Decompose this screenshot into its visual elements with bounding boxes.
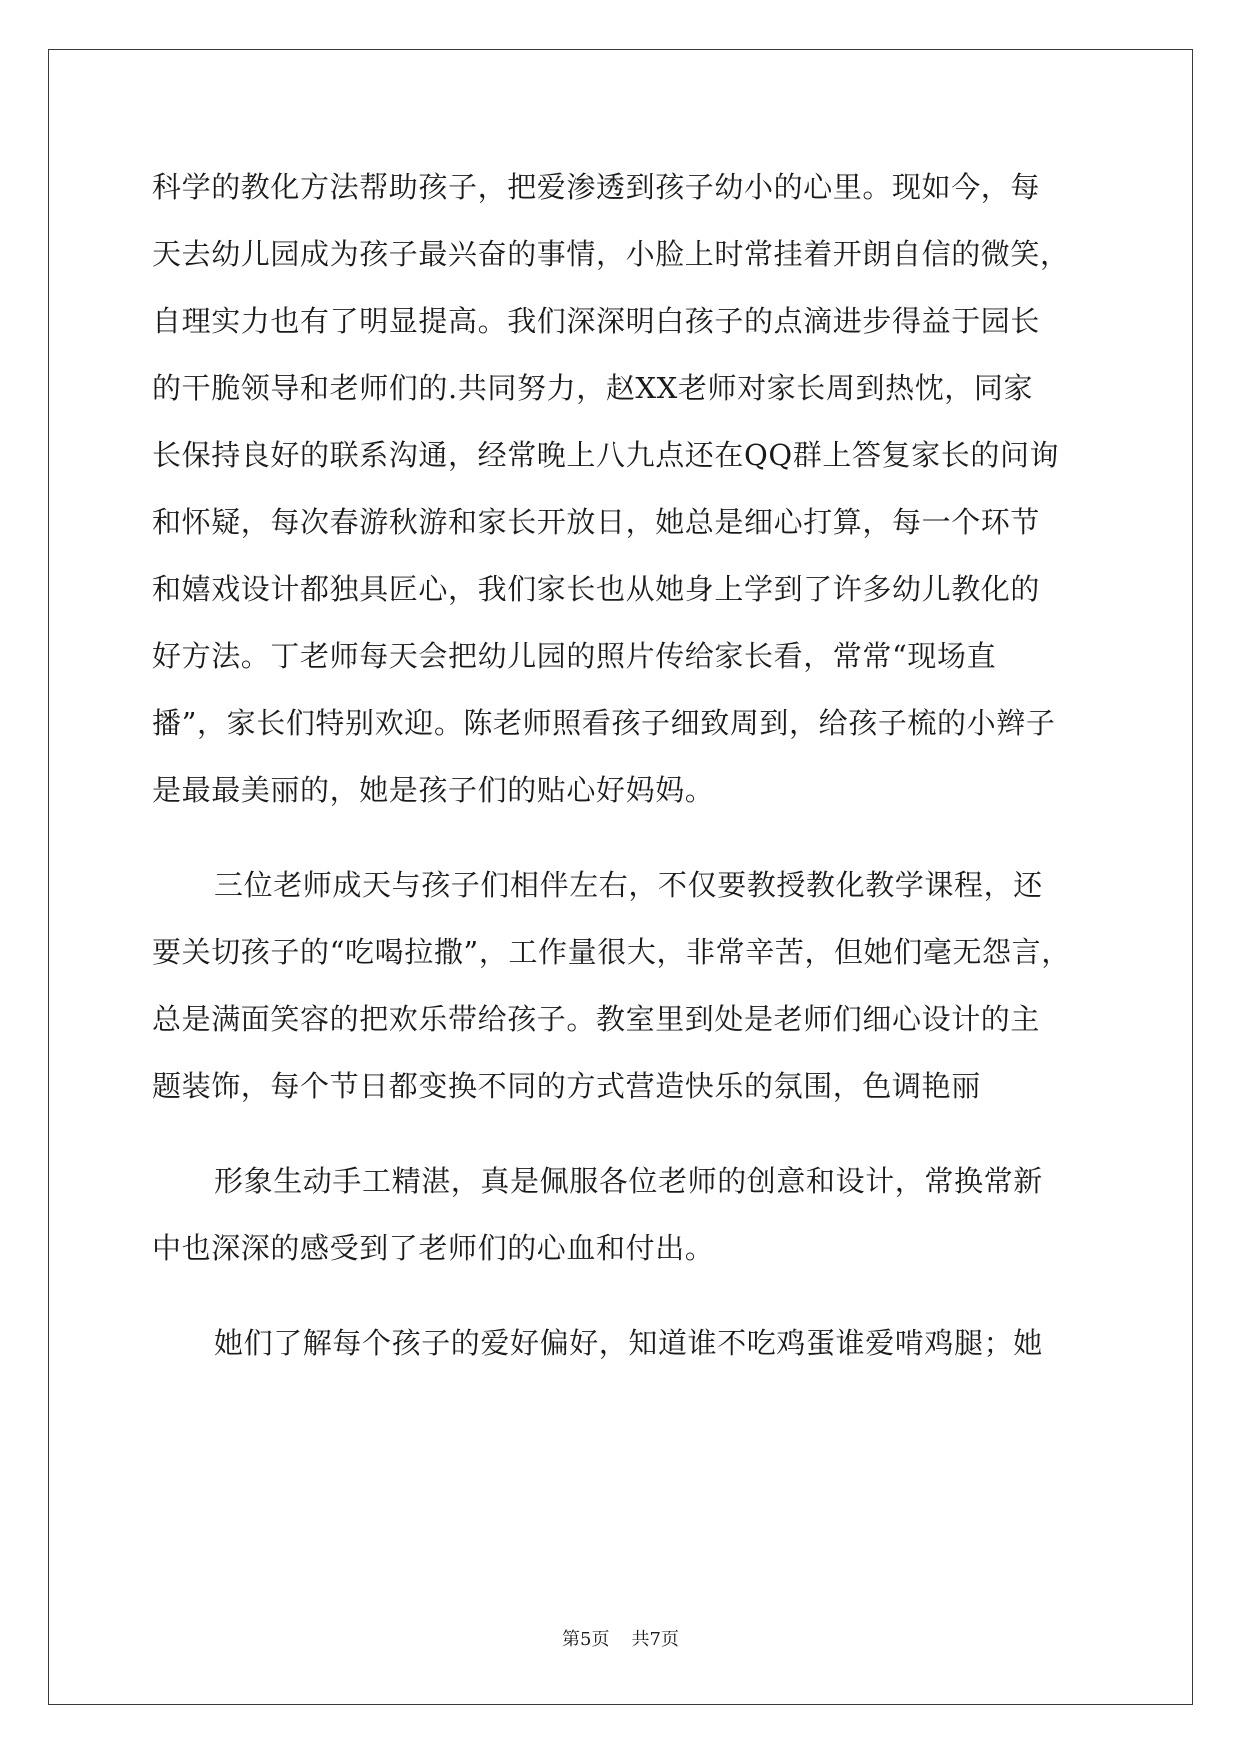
page-number: 第5页: [562, 1629, 610, 1650]
text-line-1: 科学的教化方法帮助孩子，把爱渗透到孩子幼小的心里。现如今，每: [152, 170, 1041, 204]
text-line-7: 和嬉戏设计都独具匠心，我们家长也从她身上学到了许多幼儿教化的: [152, 572, 1041, 606]
text-line-6: 和怀疑，每次春游秋游和家长开放日，她总是细心打算，每一个环节: [152, 505, 1041, 539]
text-line-3: 自理实力也有了明显提高。我们深深明白孩子的点滴进步得益于园长: [152, 304, 1041, 338]
text-line-4: 的干脆领导和老师们的.共同努力，赵XX老师对家长周到热忱，同家: [152, 371, 1034, 405]
page-footer: [0, 1628, 1241, 1652]
text-line-9: 播”，家长们特别欢迎。陈老师照看孩子细致周到，给孩子梳的小辫子: [152, 706, 1056, 740]
text-line-17: 她们了解每个孩子的爱好偏好，知道谁不吃鸡蛋谁爱啃鸡腿；她: [214, 1326, 1043, 1360]
text-line-2: 天去幼儿园成为孩子最兴奋的事情，小脸上时常挂着开朗自信的微笑，: [152, 237, 1070, 271]
text-line-12: 要关切孩子的“吃喝拉撒”，工作量很大，非常辛苦，但她们毫无怨言，: [152, 935, 1071, 969]
text-line-8: 好方法。丁老师每天会把幼儿园的照片传给家长看，常常“现场直: [152, 639, 997, 673]
text-line-16: 中也深深的感受到了老师们的心血和付出。: [152, 1231, 715, 1265]
text-line-11: 三位老师成天与孩子们相伴左右，不仅要教授教化教学课程，还: [214, 868, 1043, 902]
page-total: 共7页: [631, 1629, 679, 1650]
text-line-14: 题装饰，每个节日都变换不同的方式营造快乐的氛围，色调艳丽: [152, 1069, 981, 1103]
text-line-10: 是最最美丽的，她是孩子们的贴心好妈妈。: [152, 773, 715, 807]
text-line-13: 总是满面笑容的把欢乐带给孩子。教室里到处是老师们细心设计的主: [152, 1002, 1041, 1036]
text-line-5: 长保持良好的联系沟通，经常晚上八九点还在QQ群上答复家长的问询: [152, 438, 1060, 472]
text-line-15: 形象生动手工精湛，真是佩服各位老师的创意和设计，常换常新: [214, 1164, 1043, 1198]
